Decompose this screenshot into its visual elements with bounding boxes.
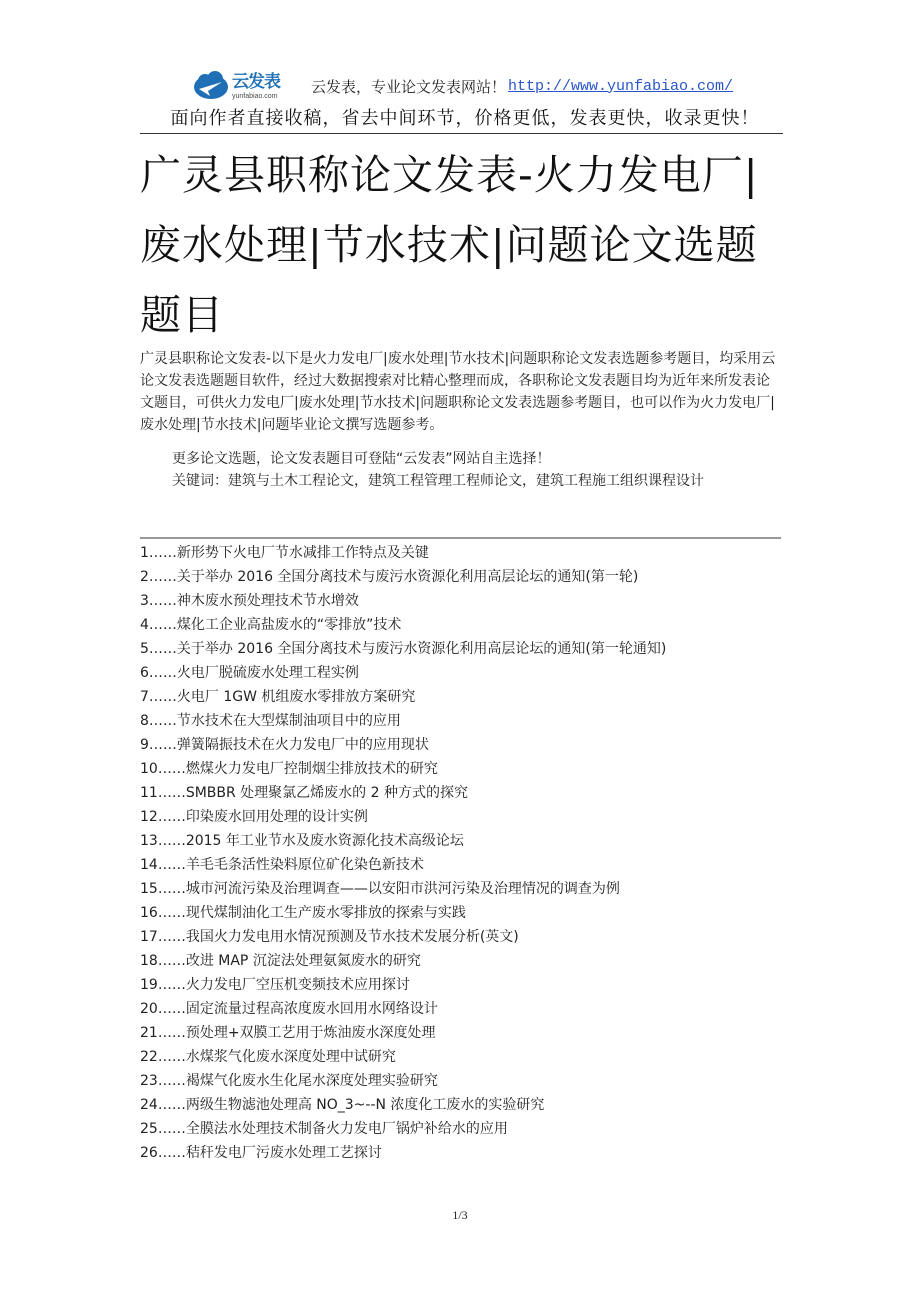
topic-item: 23……褐煤气化废水生化尾水深度处理实验研究	[140, 1073, 438, 1089]
topic-item: 8……节水技术在大型煤制油项目中的应用	[140, 713, 401, 729]
header-divider	[140, 133, 783, 134]
logo-wordmark: 云发表	[232, 71, 280, 92]
topic-item: 24……两级生物滤池处理高 NO_3~--N 浓度化工废水的实验研究	[140, 1097, 545, 1113]
topic-item: 10……燃煤火力发电厂控制烟尘排放技术的研究	[140, 761, 438, 777]
topic-item: 11……SMBBR 处理聚氯乙烯废水的 2 种方式的探究	[140, 785, 468, 801]
site-slogan: 面向作者直接收稿，省去中间环节，价格更低，发表更快，收录更快！	[170, 108, 760, 129]
topic-item: 21……预处理+双膜工艺用于炼油废水深度处理	[140, 1025, 436, 1041]
topic-item: 5……关于举办 2016 全国分离技术与废污水资源化利用高层论坛的通知(第一轮通知)	[140, 641, 667, 657]
topic-item: 6……火电厂脱硫废水处理工程实例	[140, 665, 359, 681]
topic-item: 22……水煤浆气化废水深度处理中试研究	[140, 1049, 396, 1065]
topic-item: 14……羊毛毛条活性染料原位矿化染色新技术	[140, 857, 424, 873]
topic-item: 9……弹簧隔振技术在火力发电厂中的应用现状	[140, 737, 429, 753]
logo-domain: yunfabiao.com	[232, 92, 278, 100]
document-title: 广灵县职称论文发表-火力发电厂|废水处理|节水技术|问题论文选题题目	[140, 151, 759, 339]
topic-item: 12……印染废水回用处理的设计实例	[140, 809, 368, 825]
keywords-line: 关键词：建筑与土木工程论文，建筑工程管理工程师论文，建筑工程施工组织课程设计	[172, 473, 704, 489]
topic-item: 25……全膜法水处理技术制备火力发电厂锅炉补给水的应用	[140, 1121, 508, 1137]
topic-item: 20……固定流量过程高浓度废水回用水网络设计	[140, 1001, 438, 1017]
topic-item: 7……火电厂 1GW 机组废水零排放方案研究	[140, 689, 416, 705]
topic-item: 2……关于举办 2016 全国分离技术与废污水资源化利用高层论坛的通知(第一轮)	[140, 569, 639, 585]
list-divider	[140, 537, 781, 539]
intro-paragraph: 广灵县职称论文发表-以下是火力发电厂|废水处理|节水技术|问题职称论文发表选题参考题目，均采用云论文发表选题题目软件，经过大数据搜索对比精心整理而成，各职称论文发表题目均为近年来所发表论文题目，可供火力发电厂|废水处理|节水技术|问题职称论文发表选题参考题目，也可以作为火力发电厂|废水处理|节水技术|问题毕业论文撰写选题参考。	[140, 351, 776, 433]
topic-item: 4……煤化工企业高盐废水的“零排放”技术	[140, 617, 402, 633]
topic-item: 15……城市河流污染及治理调查——以安阳市洪河污染及治理情况的调查为例	[140, 881, 620, 897]
topic-item: 17……我国火力发电用水情况预测及节水技术发展分析(英文)	[140, 929, 519, 945]
topic-item: 13……2015 年工业节水及废水资源化技术高级论坛	[140, 833, 464, 849]
topic-item: 1……新形势下火电厂节水减排工作特点及关键	[140, 545, 429, 561]
site-tagline: 云发表，专业论文发表网站！	[311, 77, 507, 96]
site-url-link[interactable]: http://www.yunfabiao.com/	[508, 77, 734, 95]
topic-list	[140, 541, 666, 1165]
topic-item: 26……秸秆发电厂污废水处理工艺探讨	[140, 1145, 382, 1161]
site-header	[192, 68, 733, 104]
topic-item: 18……改进 MAP 沉淀法处理氨氮废水的研究	[140, 953, 421, 969]
more-topics-note: 更多论文选题，论文发表题目可登陆“云发表”网站自主选择！	[172, 451, 551, 467]
topic-item: 3……神木废水预处理技术节水增效	[140, 593, 359, 609]
page-number: 1/3	[452, 1208, 468, 1222]
topic-item: 19……火力发电厂空压机变频技术应用探讨	[140, 977, 410, 993]
site-logo[interactable]	[192, 68, 310, 104]
topic-item: 16……现代煤制油化工生产废水零排放的探索与实践	[140, 905, 466, 921]
cloud-logo-icon	[192, 70, 230, 102]
